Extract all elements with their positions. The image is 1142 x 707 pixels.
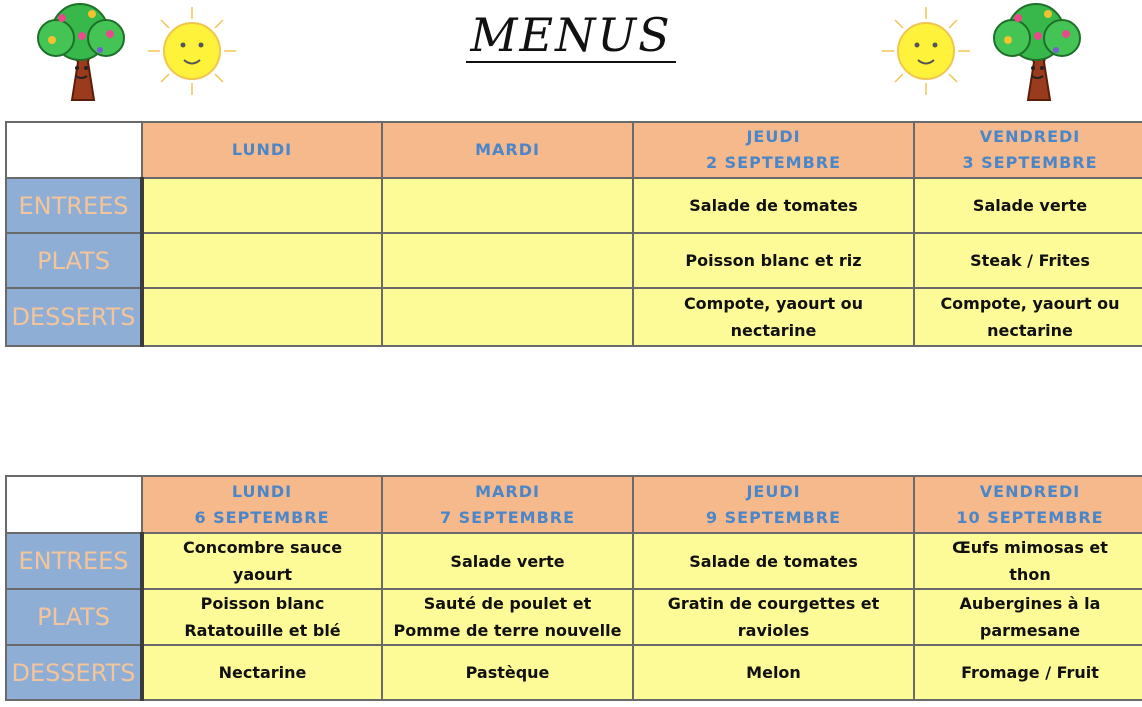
- menu-cell: [382, 288, 633, 346]
- menu-cell: Compote, yaourt ou nectarine: [914, 288, 1142, 346]
- day-header: JEUDI 2 SEPTEMBRE: [633, 122, 914, 178]
- corner-cell: [6, 122, 142, 178]
- menu-table-week-2: [5, 475, 1142, 701]
- menu-cell: [142, 178, 382, 233]
- menu-cell: Melon: [633, 645, 914, 700]
- menu-cell: Sauté de poulet et Pomme de terre nouvelle: [382, 589, 633, 645]
- page-title: MENUS: [0, 8, 1142, 63]
- menu-cell: Poisson blanc et riz: [633, 233, 914, 288]
- corner-cell: [6, 476, 142, 533]
- row-label-desserts: DESSERTS: [6, 288, 142, 346]
- day-header: VENDREDI 10 SEPTEMBRE: [914, 476, 1142, 533]
- day-header: VENDREDI 3 SEPTEMBRE: [914, 122, 1142, 178]
- menu-cell: Steak / Frites: [914, 233, 1142, 288]
- menu-cell: Concombre sauce yaourt: [142, 533, 382, 589]
- day-header: JEUDI 9 SEPTEMBRE: [633, 476, 914, 533]
- menu-cell: Œufs mimosas et thon: [914, 533, 1142, 589]
- day-header: MARDI 7 SEPTEMBRE: [382, 476, 633, 533]
- row-label-entrees: ENTREES: [6, 533, 142, 589]
- menu-cell: [142, 233, 382, 288]
- menu-cell: Salade verte: [382, 533, 633, 589]
- menu-cell: [382, 233, 633, 288]
- menu-cell: Gratin de courgettes et ravioles: [633, 589, 914, 645]
- row-label-plats: PLATS: [6, 233, 142, 288]
- menu-cell: Pastèque: [382, 645, 633, 700]
- menu-cell: Fromage / Fruit: [914, 645, 1142, 700]
- menu-cell: Nectarine: [142, 645, 382, 700]
- menu-cell: Compote, yaourt ou nectarine: [633, 288, 914, 346]
- menu-cell: Salade verte: [914, 178, 1142, 233]
- day-header: LUNDI 6 SEPTEMBRE: [142, 476, 382, 533]
- day-header: LUNDI: [142, 122, 382, 178]
- menu-cell: Salade de tomates: [633, 178, 914, 233]
- day-header: MARDI: [382, 122, 633, 178]
- row-label-plats: PLATS: [6, 589, 142, 645]
- menu-cell: Aubergines à la parmesane: [914, 589, 1142, 645]
- menu-cell: Poisson blanc Ratatouille et blé: [142, 589, 382, 645]
- menu-cell: [382, 178, 633, 233]
- menu-cell: [142, 288, 382, 346]
- menu-cell: Salade de tomates: [633, 533, 914, 589]
- row-label-desserts: DESSERTS: [6, 645, 142, 700]
- row-label-entrees: ENTREES: [6, 178, 142, 233]
- menu-table-week-1: [5, 121, 1142, 347]
